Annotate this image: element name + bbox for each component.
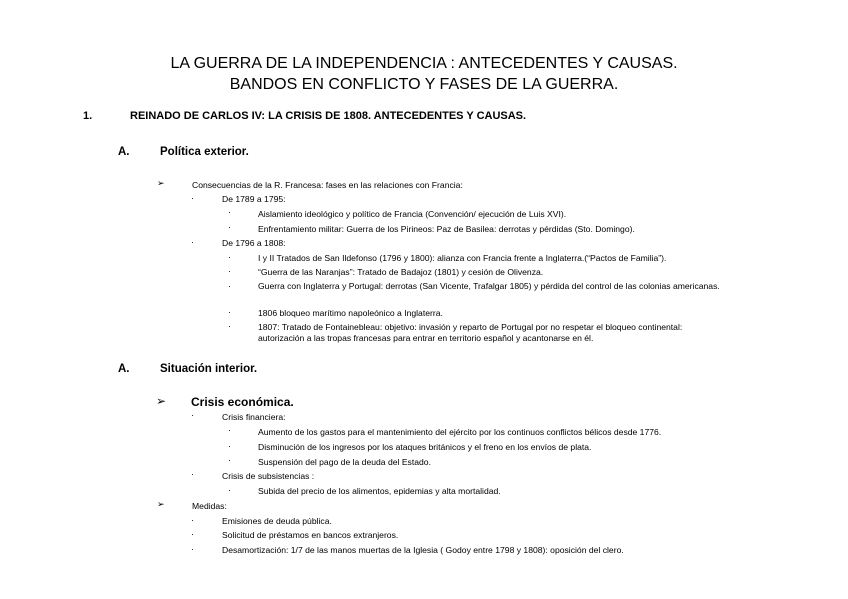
section-heading: REINADO DE CARLOS IV: LA CRISIS DE 1808. ANTECEDENTES Y CAUSAS. (130, 110, 527, 122)
subsection-heading: Situación interior. (160, 363, 258, 375)
bullet-dot-icon: · (228, 425, 231, 435)
crisis-subsistencias-label: Crisis de subsistencias : (222, 471, 315, 481)
list-item: 1806 bloqueo marítimo napoleónico a Inglaterra. (258, 308, 443, 318)
subsection-letter: A. (118, 146, 130, 158)
list-item: Aislamiento ideológico y político de Francia (Convención/ ejecución de Luis XVI). (258, 209, 567, 219)
bullet-dot-icon: · (228, 455, 231, 465)
period-label: De 1789 a 1795: (222, 194, 286, 204)
period-label: De 1796 a 1808: (222, 238, 286, 248)
doc-title-line1: LA GUERRA DE LA INDEPENDENCIA : ANTECEDENTES Y CAUSAS. (170, 55, 678, 72)
arrow-bullet-icon: ➢ (157, 499, 165, 509)
bullet-dot-icon: · (191, 410, 194, 420)
medidas-label: Medidas: (192, 501, 227, 511)
bullet-dot-icon: · (228, 252, 231, 262)
bullet-dot-icon: · (228, 266, 231, 276)
bullet-dot-icon: · (191, 515, 194, 525)
arrow-bullet-icon: ➢ (157, 178, 165, 188)
bullet-dot-icon: · (228, 321, 231, 331)
doc-title-line2: BANDOS EN CONFLICTO Y FASES DE LA GUERRA. (229, 76, 619, 93)
list-item: 1807: Tratado de Fontainebleau: objetivo: invasión y reparto de Portugal por no respetar el bloqueo continental: autorización a las tropas francesas para entrar en territorio español y acantonarse en él. (258, 322, 683, 343)
list-item: Solicitud de préstamos en bancos extranjeros. (222, 530, 399, 540)
list-item: Enfrentamiento militar: Guerra de los Pirineos: Paz de Basilea: derrotas y pérdidas (Sto. Domingo). (258, 224, 635, 234)
bullet-dot-icon: · (228, 441, 231, 451)
list-item: “Guerra de las Naranjas”: Tratado de Badajoz (1801) y cesión de Olivenza. (258, 267, 544, 277)
bullet-dot-icon: · (228, 485, 231, 495)
bullet-dot-icon: · (191, 469, 194, 479)
subsection-letter: A. (118, 363, 130, 375)
list-item: Disminución de los ingresos por los ataques británicos y el freno en los envíos de plata. (258, 442, 592, 452)
section-number: 1. (83, 110, 93, 122)
list-item: Desamortización: 1/7 de las manos muertas de la Iglesia ( Godoy entre 1798 y 1808): oposición del clero. (222, 545, 624, 555)
bullet-dot-icon: · (191, 544, 194, 554)
arrow-bullet-icon: ➢ (156, 394, 167, 408)
crisis-heading: Crisis económica. (191, 395, 294, 409)
list-item: Guerra con Inglaterra y Portugal: derrotas (San Vicente, Trafalgar 1805) y pérdida del control de las colonias americanas. (258, 281, 720, 291)
list-item: Subida del precio de los alimentos, epidemias y alta mortalidad. (258, 486, 501, 496)
bullet-dot-icon: · (228, 207, 231, 217)
list-item: Aumento de los gastos para el mantenimiento del ejército por los continuos conflictos bélicos desde 1776. (258, 427, 662, 437)
bullet-dot-icon: · (191, 193, 194, 203)
bullet-dot-icon: · (228, 281, 231, 291)
exterior-intro: Consecuencias de la R. Francesa: fases en las relaciones con Francia: (192, 180, 463, 190)
list-item: I y II Tratados de San Ildefonso (1796 y 1800): alianza con Francia frente a Inglaterra.(“Pactos de Familia”). (258, 253, 667, 263)
bullet-dot-icon: · (228, 222, 231, 232)
crisis-financiera-label: Crisis financiera: (222, 412, 286, 422)
subsection-heading: Política exterior. (160, 146, 249, 158)
bullet-dot-icon: · (191, 529, 194, 539)
bullet-dot-icon: · (191, 237, 194, 247)
list-item: Suspensión del pago de la deuda del Estado. (258, 457, 431, 467)
list-item: Emisiones de deuda pública. (222, 516, 332, 526)
bullet-dot-icon: · (228, 307, 231, 317)
